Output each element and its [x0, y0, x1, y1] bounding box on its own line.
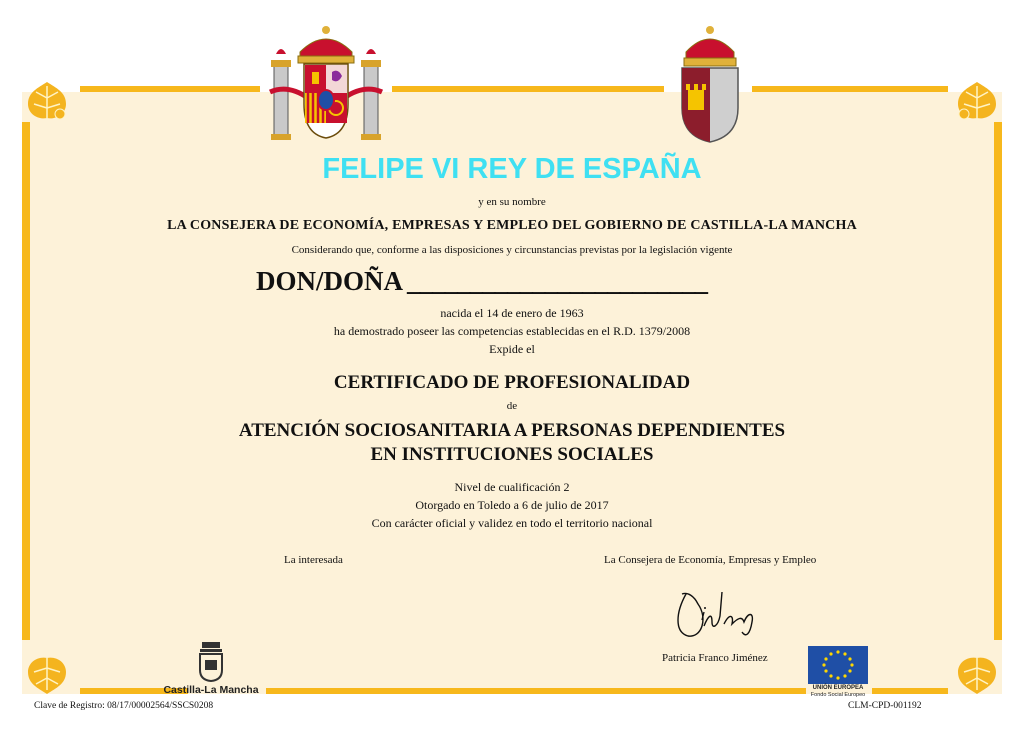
- bottom-border-middle: [266, 688, 806, 694]
- spain-coat-of-arms-icon: [268, 22, 384, 144]
- castilla-la-mancha-coat-of-arms-icon: [674, 22, 746, 144]
- leaf-ornament-icon: [954, 78, 1000, 124]
- validity-text: Con carácter oficial y validez en todo el territorio nacional: [371, 516, 653, 530]
- recipient-line: [256, 266, 776, 297]
- holder-signature-label: La interesada: [284, 554, 343, 566]
- recipient-label: DON/DOÑA: [256, 266, 403, 296]
- granted-text: Otorgado en Toledo a 6 de julio de 2017: [415, 498, 609, 512]
- in-name-text: y en su nombre: [478, 196, 546, 208]
- registry-key: Clave de Registro: 08/17/00002564/SSCS0208: [34, 701, 214, 711]
- birth-date-text: nacida el 14 de enero de 1963: [440, 306, 584, 320]
- certificate-title: CERTIFICADO DE PROFESIONALIDAD: [333, 372, 691, 393]
- clm-logo-icon: [196, 640, 226, 682]
- eu-logo-title: UNIÓN EUROPEA: [812, 685, 864, 691]
- bottom-border-right: [872, 688, 948, 694]
- eu-flag-icon: [808, 646, 868, 684]
- considering-text: Considerando que, conforme a las disposiciones y circunstancias previstas por la legislación vigente: [291, 244, 733, 256]
- king-title: FELIPE VI REY DE ESPAÑA: [322, 153, 702, 185]
- certificate-code: CLM-CPD-001192: [848, 701, 922, 711]
- authority-heading: LA CONSEJERA DE ECONOMÍA, EMPRESAS Y EMPLEO DEL GOBIERNO DE CASTILLA-LA MANCHA: [167, 218, 857, 233]
- competence-text: ha demostrado poseer las competencias establecidas en el R.D. 1379/2008: [333, 324, 691, 338]
- leaf-ornament-icon: [24, 652, 70, 698]
- official-name: Patricia Franco Jiménez: [662, 652, 768, 664]
- leaf-ornament-icon: [954, 652, 1000, 698]
- certificate-name-line2: EN INSTITUCIONES SOCIALES: [370, 444, 654, 465]
- recipient-name-blank: ________________________: [407, 266, 707, 296]
- eu-logo-subtitle: Fondo Social Europeo: [810, 692, 866, 698]
- top-border-left: [80, 86, 260, 92]
- certificate-name-line1: ATENCIÓN SOCIOSANITARIA A PERSONAS DEPENDIENTES: [238, 420, 786, 441]
- qualification-level: Nivel de cualificación 2: [454, 480, 570, 494]
- handwritten-signature-icon: [668, 582, 778, 644]
- top-border-middle: [392, 86, 664, 92]
- of-text: de: [506, 400, 518, 412]
- leaf-ornament-icon: [24, 78, 70, 124]
- issues-text: Expide el: [489, 342, 535, 356]
- official-signature-label: La Consejera de Economía, Empresas y Empleo: [604, 554, 817, 566]
- clm-logo-text: Castilla-La Mancha: [163, 684, 259, 696]
- top-border-right: [752, 86, 948, 92]
